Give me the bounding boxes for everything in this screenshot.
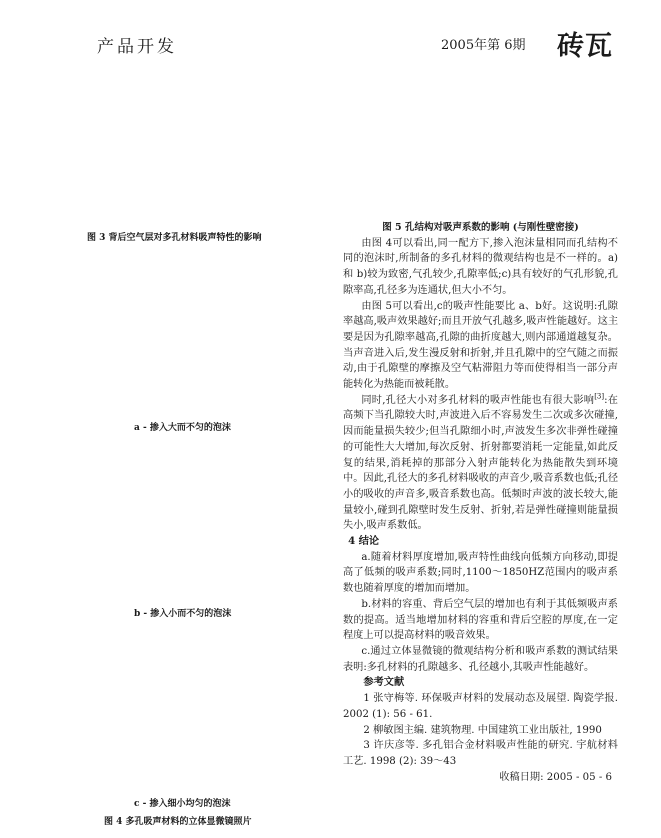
pore-size-text-a: 同时,孔径大小对多孔材料的吸声性能也有很大影响	[361, 394, 595, 406]
reference-item: 1 张守梅等. 环保吸声材料的发展动态及展望. 陶瓷学报. 2002 (1): 56 - 61.	[343, 693, 618, 720]
citation-marker: [3]	[594, 392, 605, 401]
figure-4-caption: 图 4 多孔吸声材料的立体显微镜照片	[104, 817, 252, 827]
conclusion-item-c: c.通过立体显微镜的微观结构分析和吸声系数的测试结果表明:多孔材料的孔隙越多、孔径越小,其吸声性能越好。	[343, 645, 618, 673]
right-text-column	[343, 220, 618, 785]
paragraph-fig5-discussion: 由图 5可以看出,c的吸声性能要比 a、b好。这说明:孔隙率越高,吸声效果越好;而且开放气孔越多,吸声性能越好。这主要是因为孔隙率越高,孔隙的曲折度越大,则内部通道越复杂。当声音进入后,发生漫反射和折射,并且孔隙中的空气随之而振动,由于孔隙壁的摩擦及空气粘滞阻力等而使得相当一部分声能转化为热能而被耗散。	[343, 300, 618, 391]
figure-5-caption: 图 5 孔结构对吸声系数的影响 (与刚性壁密接)	[382, 222, 579, 233]
section-heading-conclusion: 4 结论	[348, 535, 380, 548]
journal-title: 砖瓦	[557, 31, 613, 62]
issue-number: 2005年第 6期	[441, 38, 526, 53]
received-date: 收稿日期: 2005 - 05 - 6	[499, 771, 612, 783]
reference-item: 2 柳敏图主编. 建筑物理. 中国建筑工业出版社, 1990	[363, 724, 602, 736]
figure-3-caption: 图 3 背后空气层对多孔材料吸声特性的影响	[87, 233, 262, 243]
reference-item: 3 许庆彦等. 多孔铝合金材料吸声性能的研究. 宇航材料工艺. 1998 (2): 39～43	[343, 740, 618, 767]
figure-4c-caption: c - 掺入细小均匀的泡沫	[134, 799, 231, 809]
paragraph-pore-size	[343, 393, 618, 534]
paragraph-fig4-discussion: 由图 4可以看出,同一配方下,掺入泡沫量相同而孔结构不同的泡沫时,所制备的多孔材料的微观结构也是不一样的。a)和 b)较为致密,气孔较少,孔隙率低;c)具有较好的气孔形貌,孔隙率高,孔径多为连通状,但大小不匀。	[343, 237, 618, 296]
references-heading: 参考文献	[363, 676, 405, 689]
pore-size-text-b: :在高频下当孔隙较大时,声波进入后不容易发生二次或多次碰撞,因而能量损失较少;但当孔隙细小时,声波发生多次非弹性碰撞的可能性大大增加,每次反射、折射都要消耗一定能量,如此反复的结果,消耗掉的那部分入射声能转化为热能散失到环境中。因此,孔径大的多孔材料吸收的声音少,吸音系数也低;孔径小的吸收的声音多,吸音系数也高。低频时声波的波长较大,能量较小,碰到孔隙壁时发生反射、折射,若是弹性碰撞则能量损失小,吸声系数低。	[343, 394, 618, 532]
figure-4a-caption: a - 掺入大而不匀的泡沫	[134, 423, 231, 433]
conclusion-item-b: b.材料的容重、背后空气层的增加也有利于其低频吸声系数的提高。适当地增加材料的容重和背后空腔的厚度,在一定程度上可以提高材料的吸音效果。	[343, 598, 618, 642]
section-label: 产品开发	[97, 37, 177, 57]
conclusion-item-a: a.随着材料厚度增加,吸声特性曲线向低频方向移动,即提高了低频的吸声系数;同时,1100～1850HZ范围内的吸声系数也随着厚度的增加而增加。	[343, 551, 618, 595]
figure-4b-caption: b - 掺入小而不匀的泡沫	[134, 609, 232, 619]
